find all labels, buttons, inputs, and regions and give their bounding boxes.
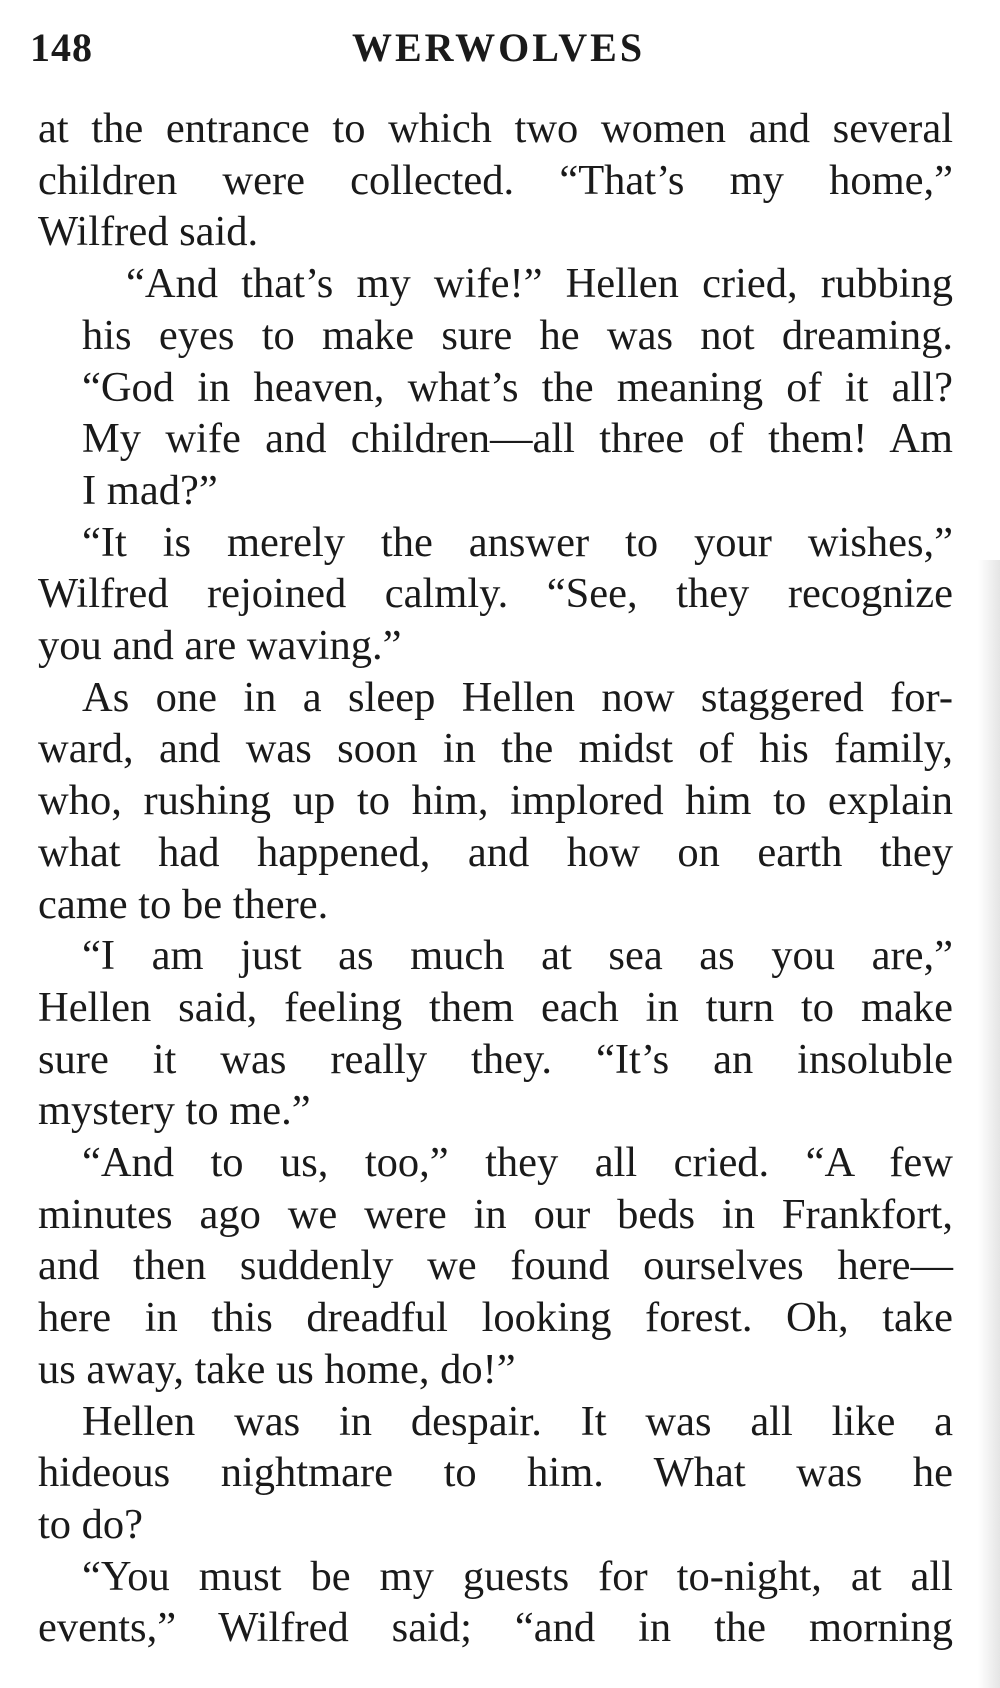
text-line: ward, and was soon in the midst of his family, <box>38 725 953 773</box>
text-line: sure it was really they. “It’s an insoluble <box>38 1035 953 1083</box>
page-number: 148 <box>30 25 93 70</box>
paragraph <box>38 672 953 931</box>
page-gutter-shadow <box>978 560 1000 1688</box>
text-line: Wilfred said. <box>38 208 259 256</box>
paragraph <box>38 517 953 672</box>
paragraph <box>38 1551 953 1654</box>
running-head: WERWOLVES <box>352 25 646 70</box>
text-line: “It is merely the answer to your wishes,” <box>82 518 953 566</box>
text-line: “God in heaven, what’s the meaning of it all? <box>82 363 953 411</box>
text-line: minutes ago we were in our beds in Frankfort, <box>38 1190 953 1238</box>
text-line: and then suddenly we found ourselves here— <box>38 1242 953 1290</box>
body-text <box>38 103 953 1654</box>
text-line: here in this dreadful looking forest. Oh, take <box>38 1294 953 1342</box>
text-line: Hellen was in despair. It was all like a <box>82 1397 953 1445</box>
text-line: at the entrance to which two women and several <box>38 105 953 152</box>
text-line: hideous nightmare to him. What was he <box>38 1449 953 1497</box>
text-line: Hellen said, feeling them each in turn to make <box>38 983 953 1031</box>
paragraph <box>38 930 953 1137</box>
text-line: his eyes to make sure he was not dreaming. <box>82 311 953 359</box>
paragraph <box>38 258 953 517</box>
text-line: Wilfred rejoined calmly. “See, they recognize <box>38 570 953 618</box>
page-header <box>0 18 1000 78</box>
text-line: what had happened, and how on earth they <box>38 828 953 876</box>
text-line: “And to us, too,” they all cried. “A few <box>82 1139 953 1187</box>
text-line: My wife and children—all three of them! Am <box>82 415 953 463</box>
text-line: mystery to me.” <box>38 1087 311 1135</box>
text-line: who, rushing up to him, implored him to explain <box>38 777 953 825</box>
paragraph <box>38 1396 953 1551</box>
text-line: to do? <box>38 1500 144 1548</box>
text-line: children were collected. “That’s my home,” <box>38 156 953 204</box>
text-line: events,” Wilfred said; “and in the morning <box>38 1604 953 1652</box>
text-line: As one in a sleep Hellen now staggered for- <box>82 673 953 721</box>
text-line: I mad?” <box>82 466 218 514</box>
text-line: “And that’s my wife!” Hellen cried, rubbing <box>126 260 953 308</box>
text-line: you and are waving.” <box>38 622 402 670</box>
paragraph <box>38 1137 953 1396</box>
text-line: “I am just as much at sea as you are,” <box>82 932 953 980</box>
text-line: came to be there. <box>38 880 329 928</box>
paragraph <box>38 103 953 258</box>
text-line: us away, take us home, do!” <box>38 1345 516 1393</box>
text-line: “You must be my guests for to-night, at all <box>82 1552 953 1600</box>
